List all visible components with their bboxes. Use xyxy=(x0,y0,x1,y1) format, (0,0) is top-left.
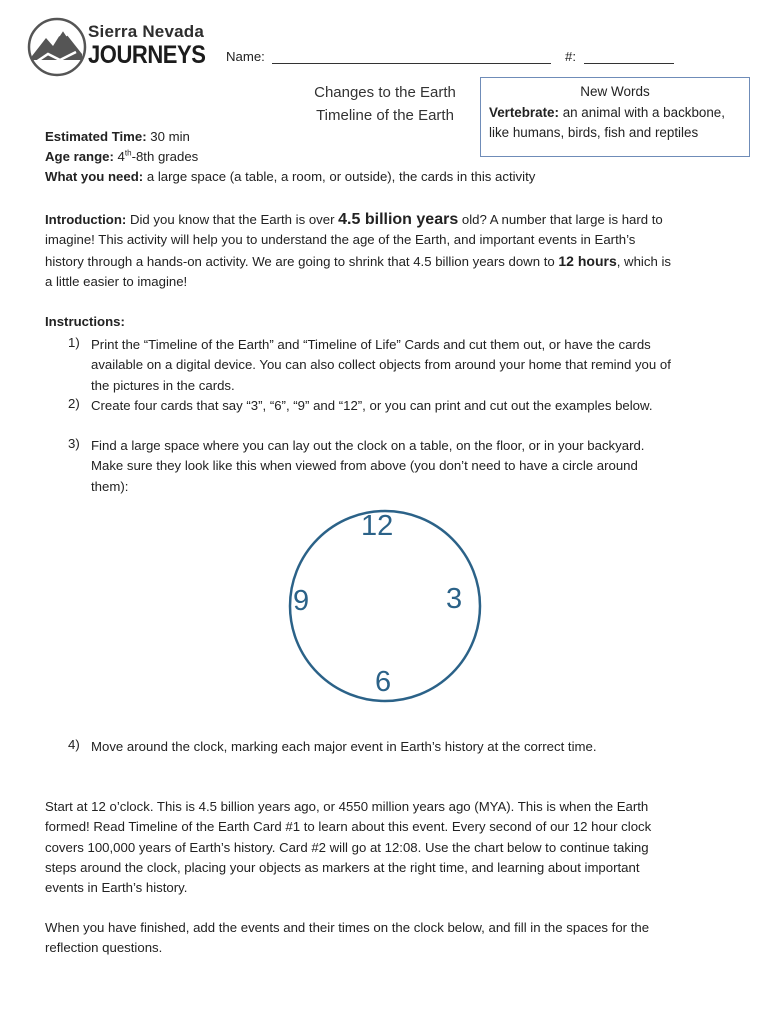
clock-number-12: 12 xyxy=(361,510,394,542)
step-3-number: 3) xyxy=(68,436,80,451)
step-4-number: 4) xyxy=(68,737,80,752)
instructions-heading-text: Instructions: xyxy=(45,314,125,329)
clock-number-3: 3 xyxy=(446,583,463,615)
clock-number-9: 9 xyxy=(293,585,310,617)
closing-line: events in Earth’s history. xyxy=(45,880,188,896)
name-label: Name: xyxy=(226,49,265,64)
closing-line: reflection questions. xyxy=(45,940,163,956)
introduction-label: Introduction: xyxy=(45,212,127,227)
intro-line-2: imagine! This activity will help you to understand the age of the Earth, and important events in Earth’s xyxy=(45,232,636,248)
materials-value: a large space (a table, a room, or outside), the cards in this activity xyxy=(143,169,536,184)
materials-needed xyxy=(45,169,535,184)
age-range-sup: th xyxy=(124,148,132,158)
mountain-logo-icon xyxy=(26,16,88,78)
step-2 xyxy=(91,396,736,416)
new-word-def-1: an animal with a backbone, xyxy=(558,105,725,120)
closing-line: formed! Read Timeline of the Earth Card #1 to learn about this event. Every second of our 12 hour clock xyxy=(45,819,652,835)
closing-line: Start at 12 o’clock. This is 4.5 billion years ago, or 4550 million years ago (MYA). This is when the Earth xyxy=(45,799,649,814)
step-1-line: the pictures in the cards. xyxy=(91,377,235,393)
closing-line: When you have finished, add the events and their times on the clock below, and fill in the spaces for the xyxy=(45,920,650,935)
intro-text-1: Did you know that the Earth is over xyxy=(126,212,339,227)
age-range-value-end: -8th grades xyxy=(131,149,199,164)
closing-paragraph-1 xyxy=(45,797,735,898)
introduction xyxy=(45,210,735,292)
step-4-line: Move around the clock, marking each major event in Earth’s history at the correct time. xyxy=(91,739,597,754)
number-field[interactable] xyxy=(584,63,674,64)
step-1 xyxy=(91,335,736,396)
materials-label: What you need: xyxy=(45,169,144,184)
step-1-line: Print the “Timeline of the Earth” and “Timeline of Life” Cards and cut them out, or have the cards xyxy=(91,337,651,352)
intro-highlight-years: 4.5 billion years xyxy=(338,211,459,228)
age-range-label: Age range: xyxy=(45,149,114,164)
closing-paragraph-2 xyxy=(45,918,735,959)
step-3-line: Make sure they look like this when viewed from above (you don’t need to have a circle around xyxy=(91,458,638,474)
age-range-value: 4 xyxy=(113,149,125,164)
clock-number-6: 6 xyxy=(375,666,392,698)
number-label: #: xyxy=(565,49,576,64)
intro-line-3: history through a hands-on activity. We are going to shrink that 4.5 billion years down to xyxy=(45,253,559,269)
clock-diagram xyxy=(287,508,483,704)
new-word-def-2: like humans, birds, fish and reptiles xyxy=(489,125,699,140)
intro-line-3-end: , which is xyxy=(616,253,671,269)
logo-text-top: Sierra Nevada xyxy=(88,22,205,41)
name-field[interactable] xyxy=(272,63,551,64)
new-word-term: Vertebrate: xyxy=(489,105,559,120)
logo-text-bottom: JOURNEYS xyxy=(88,41,206,69)
page-title: Changes to the Earth xyxy=(314,84,456,101)
intro-line-4: a little easier to imagine! xyxy=(45,273,188,289)
new-words-heading: New Words xyxy=(580,84,650,99)
estimated-time xyxy=(45,129,190,144)
step-3-line: Find a large space where you can lay out the clock on a table, on the floor, or in your backyard. xyxy=(91,438,645,453)
age-range xyxy=(45,149,198,164)
step-3 xyxy=(91,436,736,497)
intro-text-2: old? A number that large is hard to xyxy=(458,212,663,227)
closing-line: steps around the clock, placing your objects as markers at the right time, and learning about important xyxy=(45,859,640,875)
step-1-line: available on a digital device. You can also collect objects from around your home that remind you of xyxy=(91,357,671,373)
intro-highlight-hours: 12 hours xyxy=(558,252,617,269)
new-words-definition xyxy=(489,103,747,143)
step-1-number: 1) xyxy=(68,335,80,350)
instructions-heading xyxy=(45,314,125,329)
closing-line: covers 100,000 years of Earth’s history. Card #2 will go at 12:08. Use the chart below to continue taking xyxy=(45,839,649,855)
step-2-line: Create four cards that say “3”, “6”, “9” and “12”, or you can print and cut out the examples below. xyxy=(91,398,653,413)
step-2-number: 2) xyxy=(68,396,80,411)
step-4 xyxy=(91,737,736,757)
page-subtitle: Timeline of the Earth xyxy=(316,107,454,124)
step-3-line: them): xyxy=(91,478,129,494)
estimated-time-value: 30 min xyxy=(146,129,190,144)
estimated-time-label: Estimated Time: xyxy=(45,129,147,144)
